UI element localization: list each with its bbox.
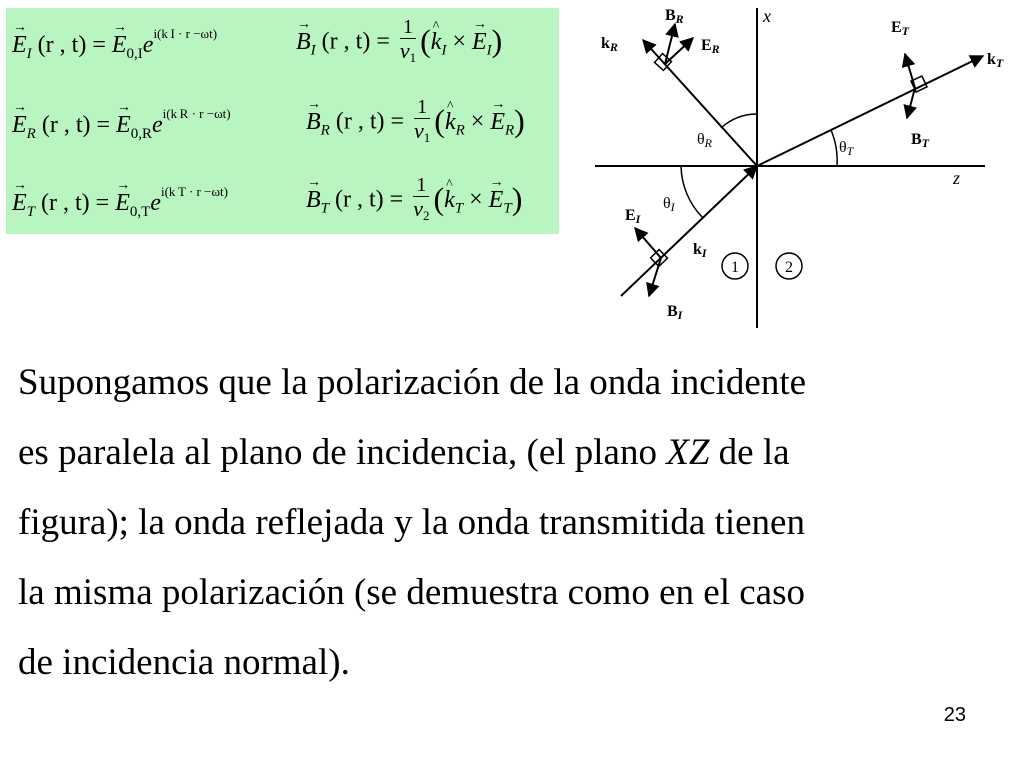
svg-text:EI: EI [625, 207, 641, 226]
et-vector [905, 54, 915, 88]
equations-panel [6, 8, 559, 234]
fraction: $\frac{1}{v1}$ [414, 96, 431, 145]
svg-text:1: 1 [731, 259, 739, 276]
page-number: 23 [943, 704, 966, 726]
body-line-4: la misma polarización (se demuestra como en el caso [18, 572, 805, 613]
slide-body-text [18, 348, 1008, 698]
svg-text:BI: BI [667, 303, 683, 322]
z-axis-label: z [953, 168, 961, 188]
svg-text:ET: ET [891, 19, 910, 38]
svg-text:BR: BR [665, 7, 684, 26]
svg-text:θI: θI [663, 195, 675, 214]
theta-i-arc [681, 166, 703, 218]
fraction: $\frac{1}{v2}$ [413, 174, 430, 223]
equation-e-transmitted: → $E_T$ (r , t) = → $E_{0,T}e^{i(k T \cdot r -\omega t)}$ [12, 184, 228, 221]
equation-e-reflected: → $E_R$ (r , t) = → $E_{0,R}e^{i(k R \cdot r -\omega t)}$ [12, 106, 231, 143]
transmitted-ray [757, 56, 983, 166]
svg-text:2: 2 [785, 259, 793, 276]
svg-text:kR: kR [601, 35, 618, 54]
equation-e-incident: → $E_I$ (r , t) = → $E_{0,I}e^{i(k I \cdot r -\omega t)}$ [12, 26, 217, 63]
fraction: $\frac{1}{v1}$ [399, 16, 417, 65]
e-symbol: → E [12, 32, 27, 59]
ei-vector [635, 228, 661, 258]
body-line-1: Supongamos que la polarización de la onda incidente [18, 362, 807, 403]
theta-t-arc [831, 130, 837, 166]
body-line-5: de incidencia normal). [18, 642, 350, 683]
equation-b-transmitted: → $B_T$ (r , t) = $\frac{1}{v2}$ (^ $k_T$ × → $E_T$) [306, 174, 522, 228]
svg-text:BT: BT [911, 131, 930, 150]
body-line-2: es paralela al plano de incidencia, (el plano XZ de la [18, 432, 790, 473]
svg-text:ER: ER [701, 37, 720, 56]
incident-ray [621, 166, 757, 296]
svg-text:kI: kI [693, 241, 707, 260]
theta-r-arc [721, 114, 757, 128]
x-axis-label: x [763, 6, 771, 26]
equation-b-incident: → $B_I$ (r , t) = $\frac{1}{v1}$ (^ $k_I$ × → $E_I$) [296, 16, 502, 70]
body-line-3: figura); la onda reflejada y la onda transmitida tienen [18, 502, 805, 543]
reflection-refraction-diagram [585, 0, 1024, 340]
equation-b-reflected: → $B_R$ (r , t) = $\frac{1}{v1}$ (^ $k_R$ × → $E_R$) [306, 96, 525, 150]
svg-text:kT: kT [987, 51, 1004, 70]
svg-text:θT: θT [839, 139, 854, 158]
svg-text:θR: θR [697, 131, 713, 150]
